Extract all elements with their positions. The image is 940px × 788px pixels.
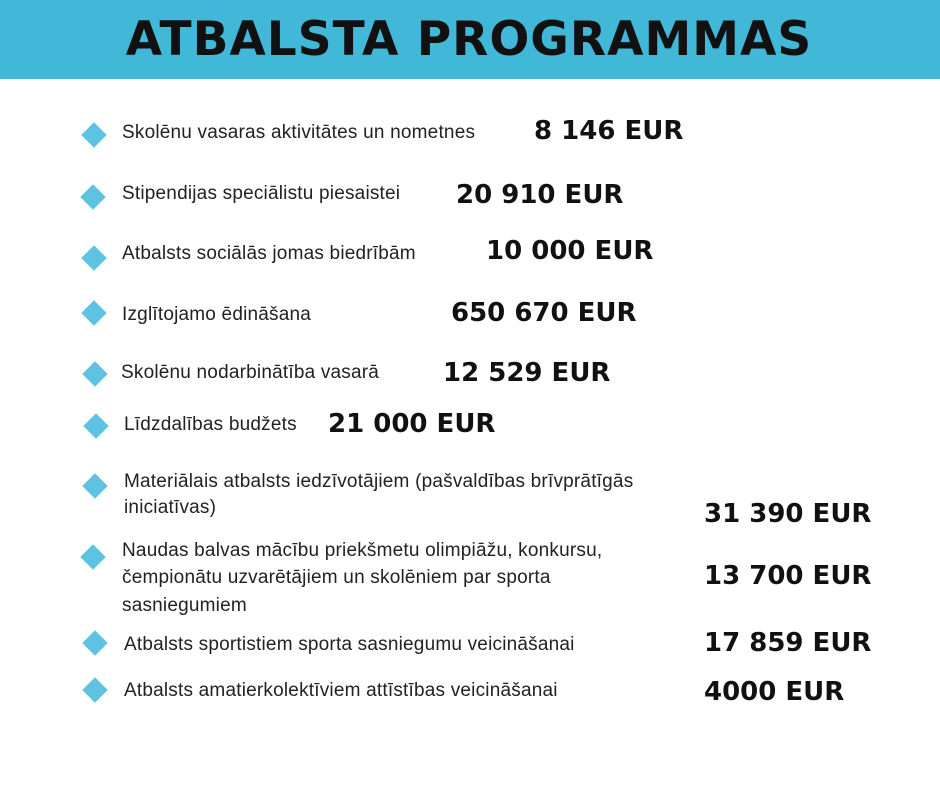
item-label: Atbalsts sportistiem sporta sasniegumu veicināšanai (124, 634, 575, 655)
diamond-bullet-icon (82, 361, 107, 386)
item-label: Skolēnu nodarbinātība vasarā (121, 362, 380, 383)
item-label: Līdzdalības budžets (124, 414, 297, 435)
diamond-bullet-icon (81, 245, 106, 270)
diamond-bullet-icon (82, 630, 107, 655)
item-amount: 31 390 EUR (704, 499, 872, 529)
diamond-bullet-icon (82, 473, 107, 498)
item-amount: 17 859 EUR (704, 628, 872, 658)
diamond-bullet-icon (83, 413, 108, 438)
item-amount: 12 529 EUR (443, 358, 611, 388)
item-label: Stipendijas speciālistu piesaistei (122, 183, 401, 204)
diamond-bullet-icon (80, 544, 105, 569)
item-amount: 21 000 EUR (328, 409, 496, 439)
item-label: Naudas balvas mācību priekšmetu olimpiāžu, konkursu, (122, 540, 603, 561)
item-amount: 10 000 EUR (486, 236, 654, 266)
item-amount: 13 700 EUR (704, 561, 872, 591)
diamond-bullet-icon (80, 184, 105, 209)
item-label: Skolēnu vasaras aktivitātes un nometnes (122, 122, 476, 143)
item-label: Materiālais atbalsts iedzīvotājiem (pašvaldības brīvprātīgās (124, 471, 634, 492)
item-label: Atbalsts sociālās jomas biedrībām (122, 243, 416, 264)
item-amount: 20 910 EUR (456, 180, 624, 210)
item-label: čempionātu uzvarētājiem un skolēniem par sporta (122, 567, 551, 588)
item-amount: 8 146 EUR (534, 116, 684, 146)
diamond-bullet-icon (81, 300, 106, 325)
diamond-bullet-icon (81, 122, 106, 147)
item-label: Atbalsts amatierkolektīviem attīstības veicināšanai (124, 680, 558, 701)
item-amount: 650 670 EUR (451, 298, 637, 328)
item-amount: 4000 EUR (704, 677, 845, 707)
item-label: sasniegumiem (122, 595, 247, 616)
item-label: Izglītojamo ēdināšana (122, 304, 312, 325)
header-banner (0, 0, 940, 79)
diamond-bullet-icon (82, 677, 107, 702)
page-title: ATBALSTA PROGRAMMAS (125, 12, 813, 67)
item-label: iniciatīvas) (124, 497, 217, 518)
